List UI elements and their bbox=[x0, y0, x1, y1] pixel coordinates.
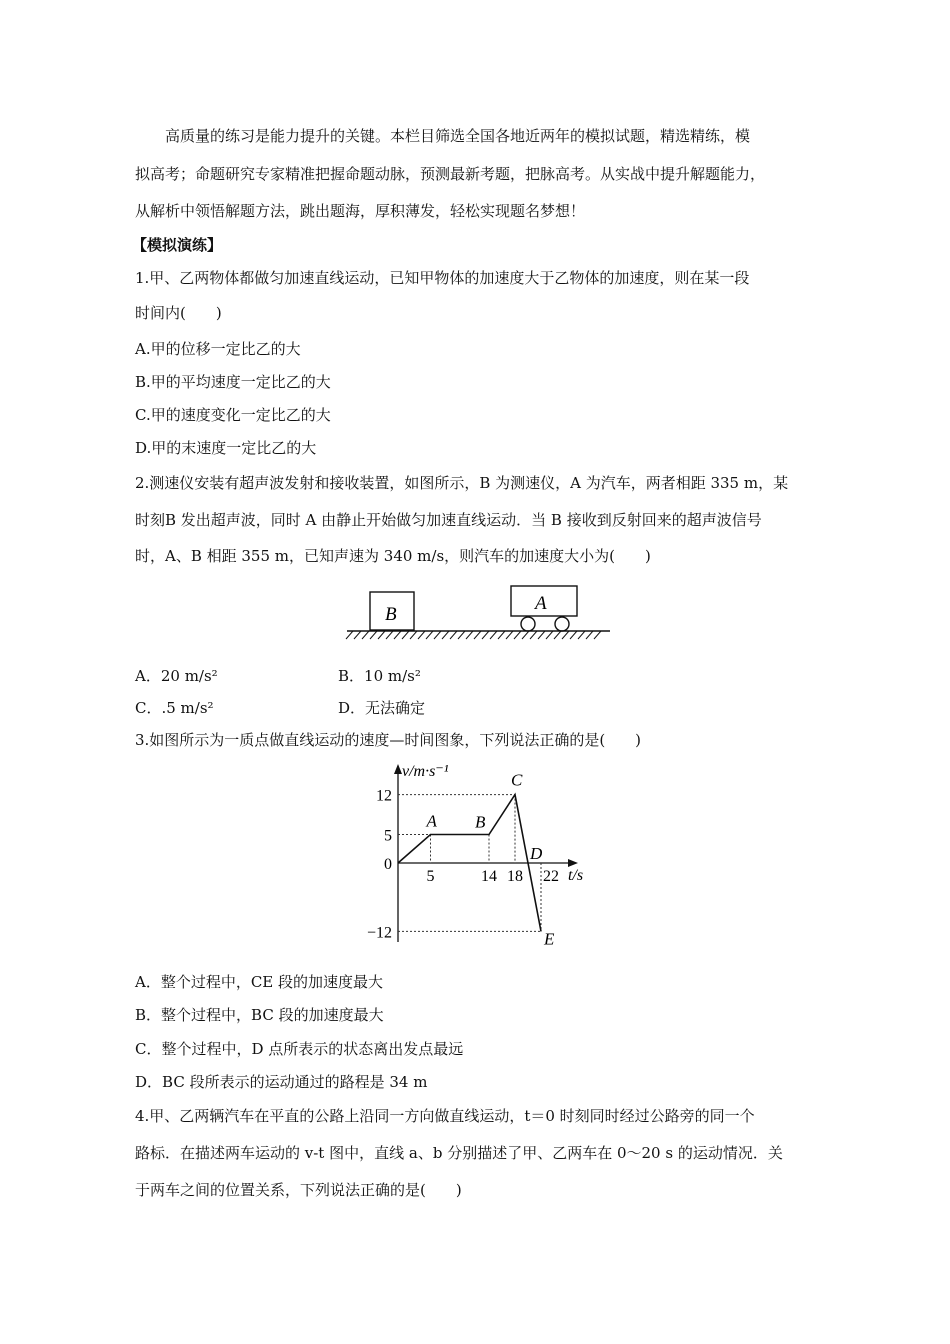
ground-hatching bbox=[346, 631, 601, 639]
hatch-stroke bbox=[578, 631, 585, 639]
q3-option-c: C．整个过程中，D 点所表示的状态离出发点最远 bbox=[135, 1040, 464, 1058]
point-label-c: C bbox=[511, 770, 523, 790]
q1-option-c: C.甲的速度变化一定比乙的大 bbox=[135, 406, 331, 424]
q4-stem-line-2: 路标．在描述两车运动的 v-t 图中，直线 a、b 分别描述了甲、乙两车在 0～20 s 的运动情况．关 bbox=[135, 1144, 783, 1162]
ultrasonic-figure bbox=[345, 582, 615, 642]
q1-stem-line-1: 1.甲、乙两物体都做匀加速直线运动，已知甲物体的加速度大于乙物体的加速度，则在某一段 bbox=[135, 269, 750, 287]
y-tick-label: 0 bbox=[384, 856, 392, 873]
q2-stem-line-3: 时，A、B 相距 355 m，已知声速为 340 m/s，则汽车的加速度大小为( ) bbox=[135, 547, 651, 565]
intro-line-3: 从解析中领悟解题方法，跳出题海，厚积薄发，轻松实现题名梦想！ bbox=[135, 202, 586, 220]
label-a: A bbox=[535, 593, 547, 614]
hatch-stroke bbox=[570, 631, 577, 639]
hatch-stroke bbox=[378, 631, 385, 639]
y-tick-label: 5 bbox=[384, 827, 392, 845]
point-label-b: B bbox=[475, 812, 486, 832]
intro-line-1: 高质量的练习是能力提升的关键。本栏目筛选全国各地近两年的模拟试题，精选精练，模 bbox=[165, 127, 751, 145]
hatch-stroke bbox=[506, 631, 513, 639]
point-label-d: D bbox=[530, 844, 543, 863]
q3-stem-line-1: 3.如图所示为一质点做直线运动的速度—时间图象，下列说法正确的是( ) bbox=[135, 731, 642, 749]
hatch-stroke bbox=[458, 631, 465, 639]
q1-option-d: D.甲的末速度一定比乙的大 bbox=[135, 439, 317, 457]
hatch-stroke bbox=[362, 631, 369, 639]
hatch-stroke bbox=[594, 631, 601, 639]
intro-line-2: 拟高考；命题研究专家精准把握命题动脉，预测最新考题，把脉高考。从实战中提升解题能力， bbox=[135, 165, 766, 183]
hatch-stroke bbox=[426, 631, 433, 639]
hatch-stroke bbox=[474, 631, 481, 639]
hatch-stroke bbox=[394, 631, 401, 639]
q4-stem-line-1: 4.甲、乙两辆汽车在平直的公路上沿同一方向做直线运动，t＝0 时刻同时经过公路旁的同一个 bbox=[135, 1107, 755, 1125]
q1-option-b: B.甲的平均速度一定比乙的大 bbox=[135, 373, 331, 391]
hatch-stroke bbox=[546, 631, 553, 639]
x-tick-label: 5 bbox=[426, 868, 435, 885]
hatch-stroke bbox=[514, 631, 521, 639]
car-wheel-left bbox=[521, 617, 535, 631]
hatch-stroke bbox=[354, 631, 361, 639]
q4-stem-line-3: 于两车之间的位置关系，下列说法正确的是( ) bbox=[135, 1181, 462, 1199]
hatch-stroke bbox=[530, 631, 537, 639]
hatch-stroke bbox=[538, 631, 545, 639]
x-tick-label: 14 bbox=[481, 868, 497, 885]
hatch-stroke bbox=[442, 631, 449, 639]
hatch-stroke bbox=[386, 631, 393, 639]
x-tick-label: 18 bbox=[507, 868, 523, 885]
q3-option-a: A．整个过程中，CE 段的加速度最大 bbox=[135, 973, 384, 991]
y-axis-label: v/m·s⁻¹ bbox=[402, 763, 449, 780]
q3-option-d: D．BC 段所表示的运动通过的路程是 34 m bbox=[135, 1073, 428, 1091]
q2-stem-line-2: 时刻B 发出超声波，同时 A 由静止开始做匀加速直线运动．当 B 接收到反射回来的超声波信号 bbox=[135, 511, 762, 529]
hatch-stroke bbox=[410, 631, 417, 639]
y-tick-label: 12 bbox=[376, 787, 392, 805]
q1-option-a: A.甲的位移一定比乙的大 bbox=[135, 340, 301, 358]
label-b: B bbox=[385, 604, 397, 625]
q2-option-d: D．无法确定 bbox=[338, 699, 426, 717]
hatch-stroke bbox=[434, 631, 441, 639]
point-label-e: E bbox=[544, 929, 555, 945]
section-title: 【模拟演练】 bbox=[132, 236, 223, 254]
car-wheel-right bbox=[555, 617, 569, 631]
y-tick-label: −12 bbox=[366, 924, 392, 942]
hatch-stroke bbox=[450, 631, 457, 639]
hatch-stroke bbox=[522, 631, 529, 639]
hatch-stroke bbox=[466, 631, 473, 639]
q2-option-a: A．20 m/s² bbox=[135, 667, 218, 685]
y-axis-arrow bbox=[394, 764, 402, 774]
hatch-stroke bbox=[482, 631, 489, 639]
x-axis-arrow bbox=[568, 859, 578, 867]
hatch-stroke bbox=[554, 631, 561, 639]
velocity-time-graph bbox=[350, 760, 600, 945]
hatch-stroke bbox=[370, 631, 377, 639]
x-tick-label: 22 bbox=[543, 868, 559, 885]
q1-stem-line-2: 时间内( ) bbox=[135, 304, 222, 322]
point-label-a: A bbox=[426, 811, 437, 831]
q2-option-b: B．10 m/s² bbox=[338, 667, 421, 685]
hatch-stroke bbox=[586, 631, 593, 639]
hatch-stroke bbox=[418, 631, 425, 639]
hatch-stroke bbox=[346, 631, 353, 639]
q3-option-b: B．整个过程中，BC 段的加速度最大 bbox=[135, 1006, 384, 1024]
x-axis-label: t/s bbox=[568, 867, 584, 884]
hatch-stroke bbox=[402, 631, 409, 639]
hatch-stroke bbox=[562, 631, 569, 639]
hatch-stroke bbox=[498, 631, 505, 639]
q2-stem-line-1: 2.测速仪安装有超声波发射和接收装置，如图所示，B 为测速仪，A 为汽车，两者相距 335 m，某 bbox=[135, 474, 789, 492]
q2-option-c: C．.5 m/s² bbox=[135, 699, 214, 717]
hatch-stroke bbox=[490, 631, 497, 639]
